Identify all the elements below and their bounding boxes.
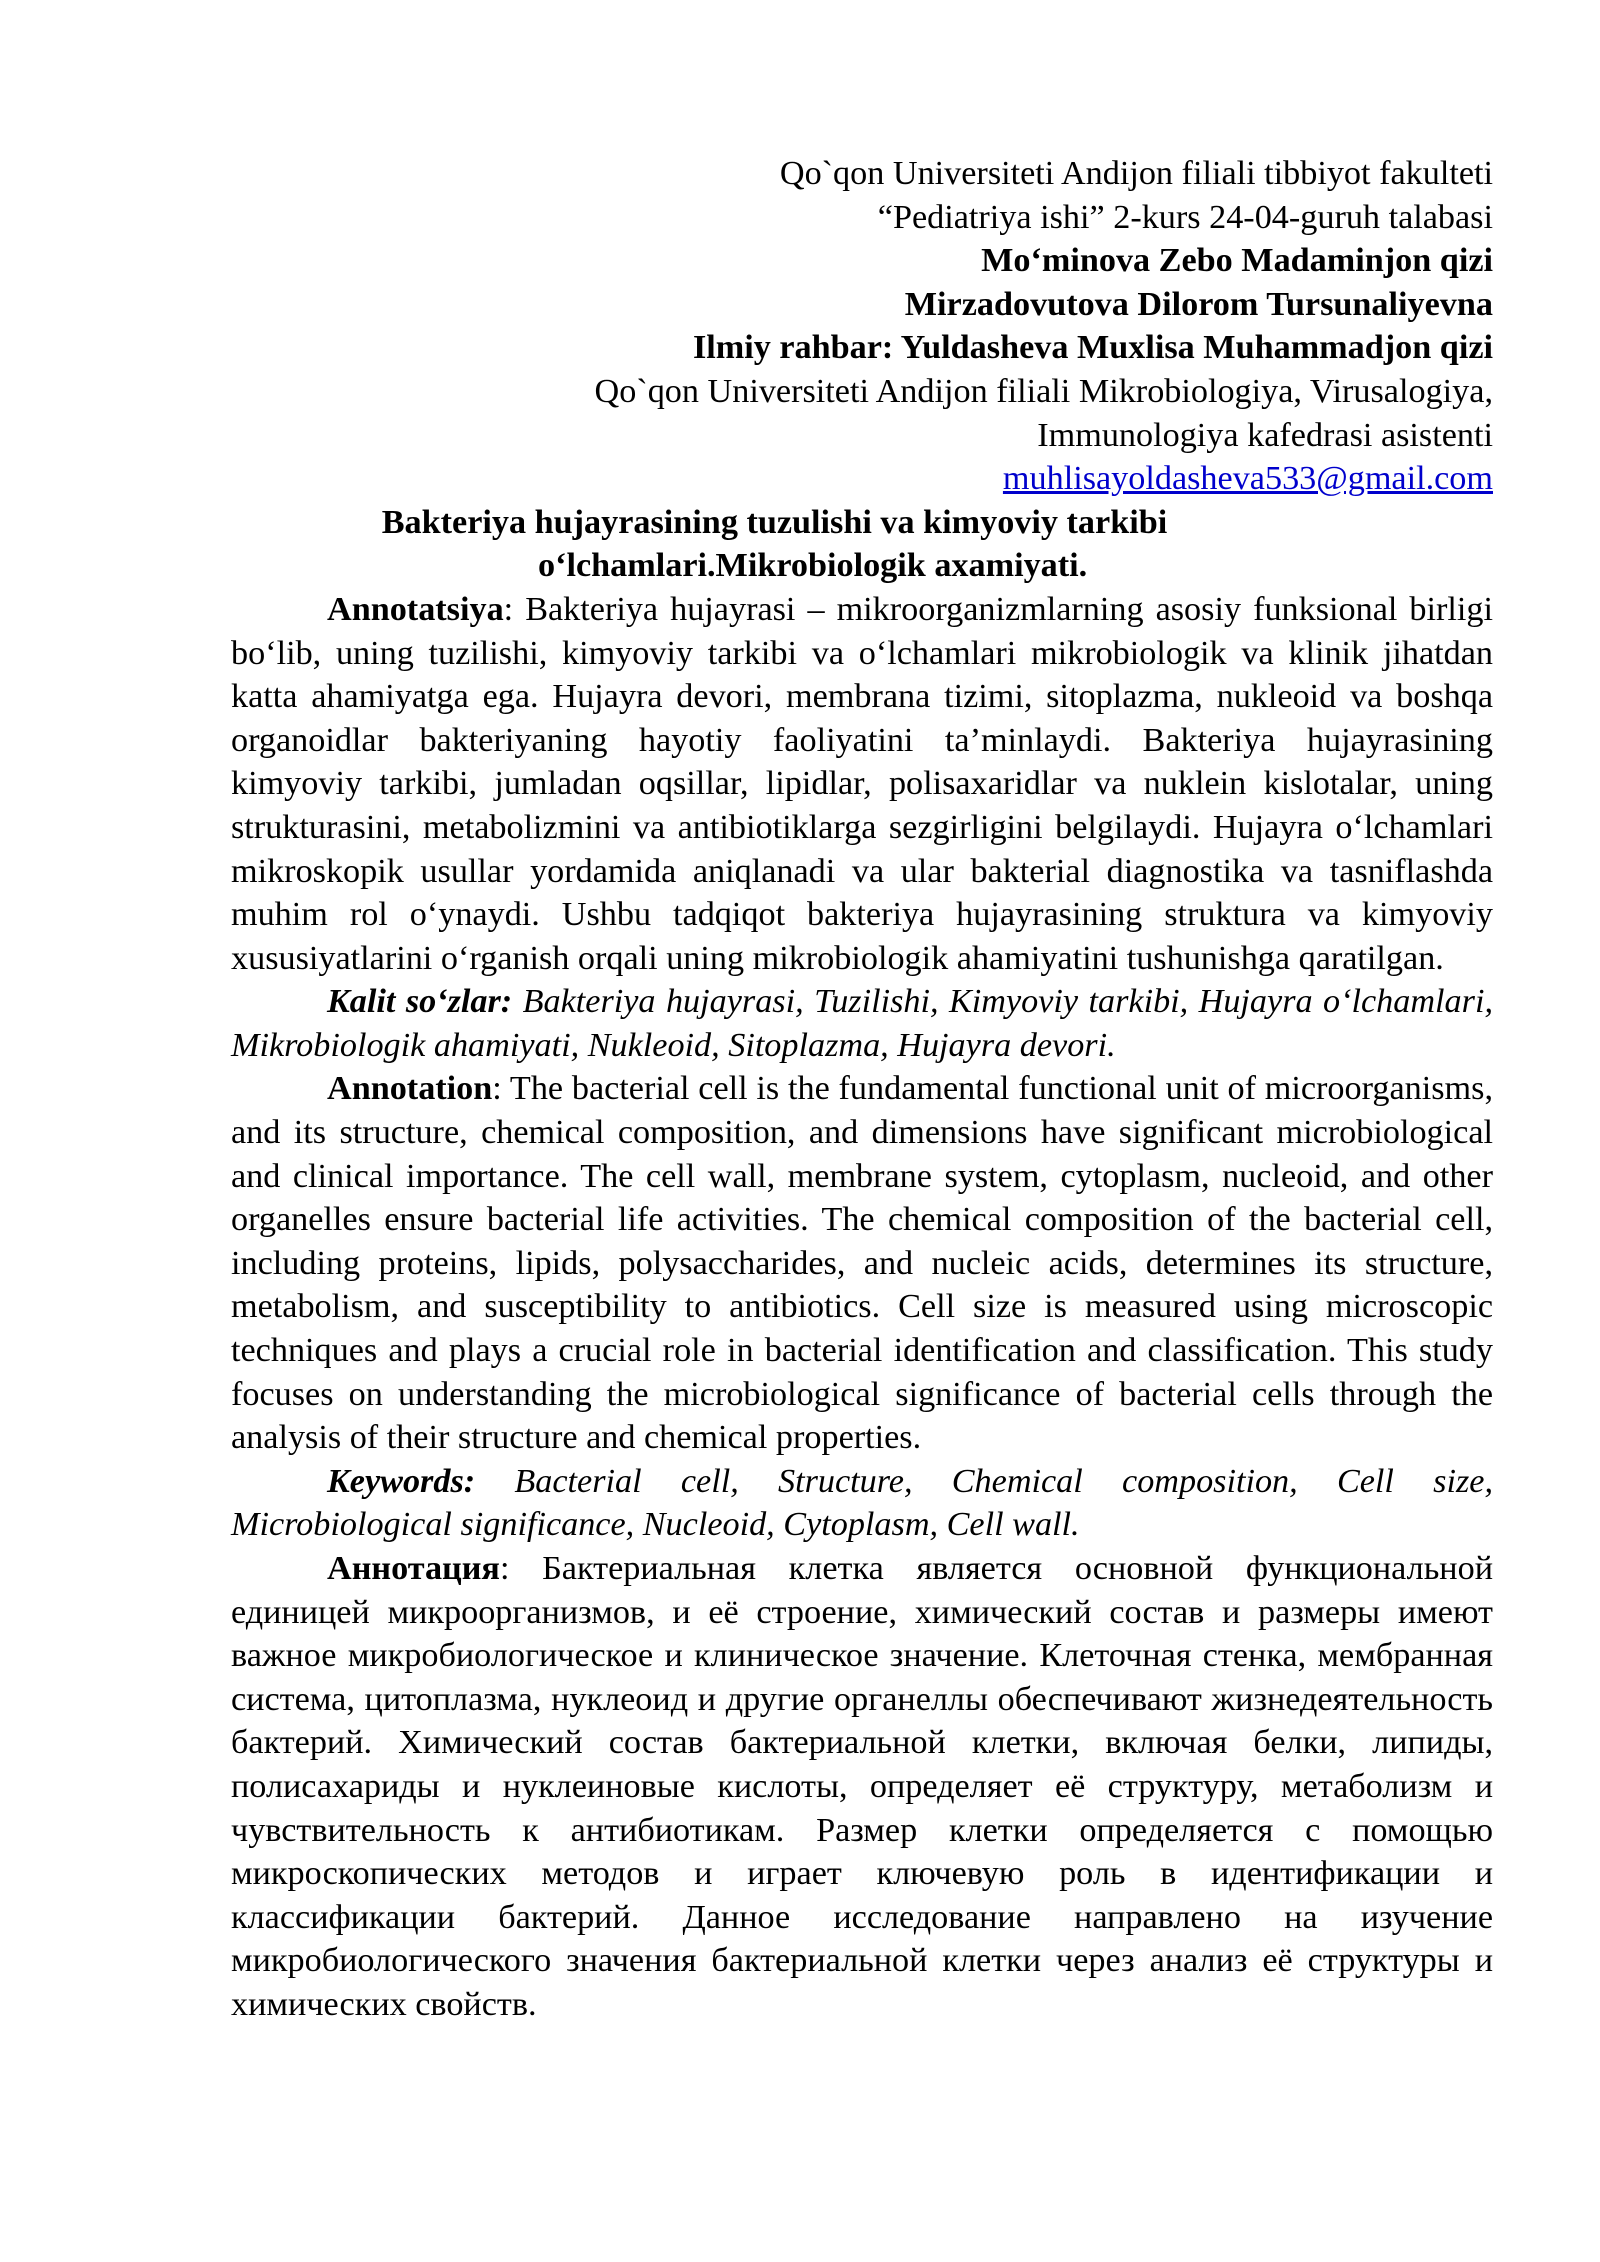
- keywords-uz-text: Bakteriya hujayrasi, Tuzilishi, Kimyoviy tarkibi, Hujayra o‘lchamlari, Mikrobiologik ahamiyati, Nukleoid, Sitoplazma, Hujayra devori.: [231, 983, 1493, 1064]
- author-1: Mo‘minova Zebo Madaminjon qizi: [981, 242, 1493, 280]
- affiliation-line-2: “Pediatriya ishi” 2-kurs 24-04-guruh talabasi: [877, 198, 1493, 236]
- annotation-en-text: : The bacterial cell is the fundamental functional unit of microorganisms, and its structure, chemical composition, and dimensions have significant microbiological and clinical importance. The cell wall, membrane system, cytoplasm, nucleoid, and other organelles ensure bacterial life activities. The chemical composition of the bacterial cell, including proteins, lipids, polysaccharides, and nucleic acids, determines its structure, metabolism, and susceptibility to antibiotics. Cell size is measured using microscopic techniques and plays a crucial role in bacterial identification and classification. This study focuses on understanding the microbiological significance of bacterial cells through the analysis of their structure and chemical properties.: [231, 1070, 1493, 1457]
- annotation-en-label: Annotation: [327, 1070, 493, 1108]
- text-column: [231, 152, 1493, 2027]
- affiliation-line-1: Qo`qon Universiteti Andijon filiali tibbiyot fakulteti: [779, 155, 1493, 192]
- paper-title-line-2: o‘lchamlari.Mikrobiologik axamiyati.: [538, 547, 1088, 585]
- supervisor: Ilmiy rahbar: Yuldasheva Muxlisa Muhammadjon qizi: [692, 329, 1493, 367]
- annotation-en: [231, 1067, 1493, 1459]
- supervisor-affiliation-line-2: Immunologiya kafedrasi asistenti: [1037, 416, 1493, 454]
- email-line: [231, 457, 1493, 501]
- annotation-uz: [231, 588, 1493, 980]
- email-link[interactable]: muhlisayoldasheva533@gmail.com: [1002, 460, 1493, 498]
- keywords-en-label: Keywords:: [327, 1462, 476, 1500]
- keywords-uz-label: Kalit so‘zlar:: [327, 983, 513, 1021]
- annotation-uz-label: Annotatsiya: [327, 590, 504, 628]
- keywords-en-text: Bacterial cell, Structure, Chemical composition, Cell size, Microbiological significance, Nucleoid, Cytoplasm, Cell wall.: [231, 1462, 1493, 1544]
- keywords-en: [231, 1460, 1493, 1547]
- supervisor-affiliation-line-1: Qo`qon Universiteti Andijon filiali Mikrobiologiya, Virusalogiya,: [594, 372, 1493, 410]
- annotation-uz-text: : Bakteriya hujayrasi – mikroorganizmlarning asosiy funksional birligi bo‘lib, uning tuzilishi, kimyoviy tarkibi va o‘lchamlari mikrobiologik va klinik jihatdan katta ahamiyatga ega. Hujayra devori, membrana tizimi, sitoplazma, nukleoid va boshqa organoidlar bakteriyaning hayotiy faoliyatini ta’minlaydi. Bakteriya hujayrasining kimyoviy tarkibi, jumladan oqsillar, lipidlar, polisaxaridlar va nuklein kislotalar, uning strukturasini, metabolizmini va antibiotiklarga sezgirligini belgilaydi. Hujayra o‘lchamlari mikroskopik usullar yordamida aniqlanadi va ular bakterial diagnostika va tasniflashda muhim rol o‘ynaydi. Ushbu tadqiqot bakteriya hujayrasining struktura va kimyoviy xususiyatlarini o‘rganish orqali uning mikrobiologik ahamiyatini tushunishga qaratilgan.: [231, 590, 1493, 977]
- annotation-ru-label: Аннотация: [327, 1550, 500, 1587]
- keywords-uz: [231, 980, 1493, 1067]
- annotation-ru-text: : Бактериальная клетка является основной функциональной единицей микроорганизмов, и её строение, химический состав и размеры имеют важное микробиологическое и клиническое значение. Клеточная стенка, мембранная система, цитоплазма, нуклеоид и другие органеллы обеспечивают жизнедеятельность бактерий. Химический состав бактериальной клетки, включая белки, липиды, полисахариды и нуклеиновые кислоты, определяет её структуру, метаболизм и чувствительность к антибиотикам. Размер клетки определяется с помощью микроскопических методов и играет ключевую роль в идентификации и классификации бактерий. Данное исследование направлено на изучение микробиологического значения бактериальной клетки через анализ её структуры и химических свойств.: [231, 1550, 1493, 2023]
- annotation-ru: [231, 1547, 1493, 2027]
- paper-title-line-1: Bakteriya hujayrasining tuzulishi va kimyoviy tarkibi: [381, 503, 1168, 541]
- author-2: Mirzadovutova Dilorom Tursunaliyevna: [904, 285, 1493, 323]
